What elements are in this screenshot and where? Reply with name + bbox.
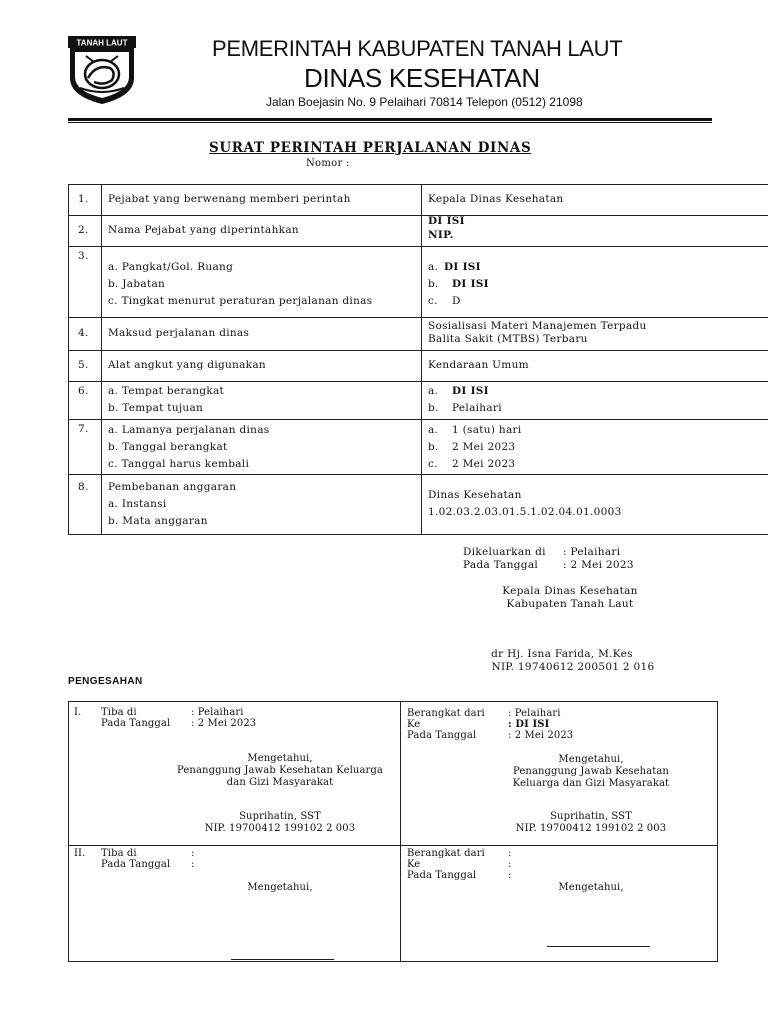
row-value-prefix: c.	[428, 458, 438, 470]
row-number: 4.	[78, 327, 89, 339]
row-label: Nama Pejabat yang diperintahkan	[108, 224, 299, 236]
row-number: 7.	[78, 423, 89, 435]
row-label: b. Tempat tujuan	[108, 402, 204, 414]
arrive-date-value: : 2 Mei 2023	[191, 718, 257, 729]
issuer-regency: Kabupaten Tanah Laut	[506, 598, 634, 610]
arrive-date-value: :	[191, 859, 195, 870]
depart-label: Berangkat dari	[407, 708, 485, 719]
document-number: Nomor :	[306, 158, 350, 169]
row-value-nip: NIP.	[428, 229, 454, 241]
acknowledger-role: Penanggung Jawab Kesehatan Keluarga	[177, 765, 383, 776]
row-value: DI ISI	[452, 278, 489, 290]
row-value-prefix: b.	[428, 402, 439, 414]
row-number: 6.	[78, 385, 89, 397]
arrive-value: : Pelaihari	[191, 707, 244, 718]
row-value-name: DI ISI	[428, 215, 465, 227]
row-value: 2 Mei 2023	[452, 441, 516, 453]
row-value: Kendaraan Umum	[428, 359, 529, 371]
depart-date-value: : 2 Mei 2023	[508, 730, 574, 741]
acknowledger-name: Suprihatin, SST	[239, 811, 321, 822]
acknowledger-nip: NIP. 19700412 199102 2 003	[204, 823, 356, 834]
row-number: 3.	[78, 250, 89, 262]
arrive-value: :	[191, 848, 195, 859]
arrive-date-label: Pada Tanggal	[101, 718, 171, 729]
depart-label: Berangkat dari	[407, 848, 485, 859]
acknowledger-nip: NIP. 19700412 199102 2 003	[515, 823, 667, 834]
row-label: a. Instansi	[108, 498, 167, 510]
header-rule	[68, 118, 712, 121]
row-value: Dinas Kesehatan	[428, 489, 522, 501]
depart-value: :	[508, 848, 512, 859]
row-label: Alat angkut yang digunakan	[108, 359, 266, 371]
signer-nip: NIP. 19740612 200501 2 016	[491, 661, 655, 673]
acknowledger-role: Penanggung Jawab Kesehatan	[513, 766, 669, 777]
section-numeral: I.	[74, 707, 82, 718]
depart-date-value: :	[508, 870, 512, 881]
row-label: c. Tingkat menurut peraturan perjalanan dinas	[108, 295, 373, 307]
logo-text: TANAH LAUT	[76, 38, 128, 48]
row-value: Kepala Dinas Kesehatan	[428, 193, 564, 205]
table-column-divider	[101, 184, 102, 534]
row-value: 1 (satu) hari	[452, 424, 522, 436]
row-label: Pejabat yang berwenang memberi perintah	[108, 193, 351, 205]
endorsement-divider	[68, 845, 718, 846]
acknowledger-name: Suprihatin, SST	[550, 811, 632, 822]
issued-place-value: : Pelaihari	[563, 546, 621, 558]
issuer-position: Kepala Dinas Kesehatan	[502, 585, 638, 597]
acknowledger-role: Keluarga dan Gizi Masyarakat	[512, 778, 670, 789]
acknowledge-label: Mengetahui,	[247, 753, 313, 764]
row-label: a. Lamanya perjalanan dinas	[108, 424, 270, 436]
row-value: DI ISI	[444, 261, 481, 273]
row-value: 1.02.03.2.03.01.5.1.02.04.01.0003	[428, 506, 622, 518]
destination-label: Ke	[407, 859, 421, 870]
row-value: Pelaihari	[452, 402, 502, 414]
row-label: c. Tanggal harus kembali	[108, 458, 250, 470]
issued-date-label: Pada Tanggal	[463, 559, 539, 571]
header-rule-thin	[68, 122, 712, 123]
row-value: Sosialisasi Materi Manajemen Terpadu	[428, 320, 647, 332]
arrive-label: Tiba di	[101, 707, 137, 718]
row-label: a. Tempat berangkat	[108, 385, 225, 397]
depart-value: : Pelaihari	[508, 708, 561, 719]
signature-line	[231, 959, 334, 960]
acknowledge-label: Mengetahui,	[247, 882, 313, 893]
signature-line	[547, 946, 650, 947]
row-label: b. Mata anggaran	[108, 515, 208, 527]
row-value-prefix: a.	[428, 424, 439, 436]
document-title: SURAT PERINTAH PERJALANAN DINAS	[209, 140, 532, 156]
acknowledger-role: dan Gizi Masyarakat	[226, 777, 334, 788]
signer-name: dr Hj. Isna Farida, M.Kes	[491, 648, 633, 660]
depart-date-label: Pada Tanggal	[407, 730, 477, 741]
destination-value: :	[508, 859, 512, 870]
row-value: D	[452, 295, 461, 307]
row-value: 2 Mei 2023	[452, 458, 516, 470]
table-border-left	[68, 184, 69, 534]
destination-value: : DI ISI	[508, 719, 550, 730]
destination-label: Ke	[407, 719, 421, 730]
row-value-prefix: a.	[428, 261, 439, 273]
row-label: Pembebanan anggaran	[108, 481, 237, 493]
row-value-prefix: b.	[428, 278, 439, 290]
department-title: DINAS KESEHATAN	[304, 63, 540, 93]
row-value-prefix: b.	[428, 441, 439, 453]
arrive-date-label: Pada Tanggal	[101, 859, 171, 870]
government-title: PEMERINTAH KABUPATEN TANAH LAUT	[212, 36, 623, 61]
endorsement-title: PENGESAHAN	[68, 676, 143, 687]
row-number: 5.	[78, 359, 89, 371]
row-label: a. Pangkat/Gol. Ruang	[108, 261, 234, 273]
row-number: 8.	[78, 481, 89, 493]
row-number: 1.	[78, 193, 89, 205]
regency-logo	[66, 34, 138, 106]
row-label: b. Jabatan	[108, 278, 166, 290]
row-value: Balita Sakit (MTBS) Terbaru	[428, 333, 588, 345]
acknowledge-label: Mengetahui,	[558, 754, 624, 765]
section-numeral: II.	[74, 848, 86, 859]
row-label: Maksud perjalanan dinas	[108, 327, 250, 339]
arrive-label: Tiba di	[101, 848, 137, 859]
row-value-prefix: c.	[428, 295, 438, 307]
issued-date-value: : 2 Mei 2023	[563, 559, 634, 571]
issued-place-label: Dikeluarkan di	[463, 546, 546, 558]
depart-date-label: Pada Tanggal	[407, 870, 477, 881]
table-column-divider	[421, 184, 422, 534]
row-number: 2.	[78, 224, 89, 236]
acknowledge-label: Mengetahui,	[558, 882, 624, 893]
row-label: b. Tanggal berangkat	[108, 441, 228, 453]
row-value: DI ISI	[452, 385, 489, 397]
office-address: Jalan Boejasin No. 9 Pelaihari 70814 Telepon (0512) 21098	[266, 95, 583, 109]
row-value-prefix: a.	[428, 385, 439, 397]
